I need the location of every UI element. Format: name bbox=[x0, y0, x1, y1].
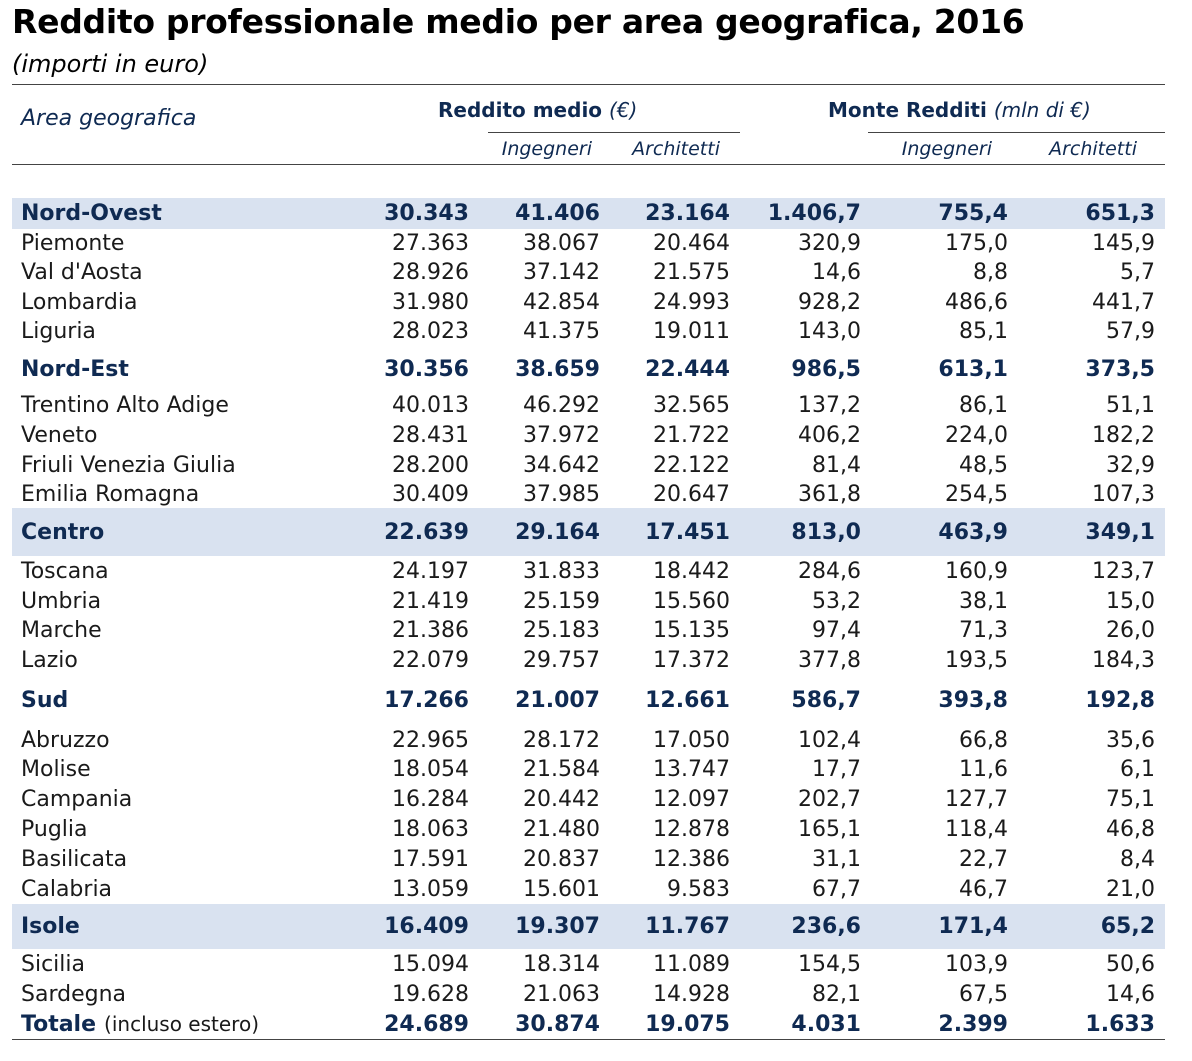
cell-totale: 24.197 bbox=[392, 558, 469, 584]
cell-ingegneri: 21.584 bbox=[523, 757, 600, 782]
cell-ingegneri: 19.307 bbox=[515, 914, 600, 939]
cell-totale: 16.409 bbox=[384, 914, 469, 939]
table-row bbox=[12, 586, 1165, 616]
row-area-name bbox=[21, 480, 199, 508]
table-row bbox=[12, 508, 1165, 556]
cell-architetti: 19.011 bbox=[653, 319, 730, 344]
row-area-name bbox=[21, 556, 109, 586]
table-row bbox=[12, 645, 1165, 675]
cell-architetti: 13.747 bbox=[653, 757, 730, 782]
row-area-name bbox=[21, 1009, 259, 1039]
cell-monte-architetti: 26,0 bbox=[1106, 617, 1155, 643]
row-area-label: Trentino Alto Adige bbox=[21, 393, 229, 418]
cell-monte-totale: 143,0 bbox=[798, 319, 861, 344]
table-row bbox=[12, 726, 1165, 754]
cell-monte-ingegneri: 254,5 bbox=[945, 481, 1008, 507]
cell-monte-totale: 97,4 bbox=[812, 617, 861, 643]
monte-redditi-rule bbox=[868, 132, 1165, 133]
cell-monte-architetti: 51,1 bbox=[1106, 393, 1155, 418]
cell-monte-architetti: 651,3 bbox=[1085, 201, 1155, 226]
cell-monte-ingegneri: 160,9 bbox=[945, 558, 1008, 584]
cell-monte-ingegneri: 46,7 bbox=[959, 876, 1008, 902]
reddito-medio-unit: (€) bbox=[609, 98, 638, 122]
row-area-name bbox=[21, 755, 91, 784]
table-row bbox=[12, 979, 1165, 1009]
cell-ingegneri: 34.642 bbox=[523, 452, 600, 478]
row-area-label: Centro bbox=[21, 519, 105, 545]
cell-architetti: 18.442 bbox=[653, 558, 730, 584]
header-bottom-rule bbox=[12, 164, 1165, 165]
cell-monte-architetti: 32,9 bbox=[1106, 452, 1155, 478]
cell-totale: 18.054 bbox=[392, 757, 469, 782]
cell-ingegneri: 30.874 bbox=[515, 1011, 600, 1037]
cell-ingegneri: 20.442 bbox=[523, 786, 600, 812]
cell-architetti: 14.928 bbox=[653, 981, 730, 1007]
row-area-label: Nord-Ovest bbox=[21, 201, 162, 226]
cell-totale: 28.023 bbox=[392, 319, 469, 344]
cell-monte-ingegneri: 2.399 bbox=[938, 1011, 1008, 1037]
row-area-name bbox=[21, 645, 78, 675]
cell-architetti: 21.575 bbox=[653, 260, 730, 285]
cell-monte-architetti: 65,2 bbox=[1100, 914, 1155, 939]
cell-architetti: 15.560 bbox=[653, 588, 730, 614]
row-area-label: Basilicata bbox=[21, 846, 128, 872]
row-area-name bbox=[21, 615, 102, 645]
cell-monte-totale: 165,1 bbox=[798, 816, 861, 842]
cell-monte-ingegneri: 393,8 bbox=[938, 688, 1008, 713]
top-rule bbox=[12, 84, 1165, 85]
cell-monte-totale: 284,6 bbox=[798, 558, 861, 584]
table-row bbox=[12, 198, 1165, 229]
cell-monte-totale: 406,2 bbox=[798, 423, 861, 448]
table-row bbox=[12, 1009, 1165, 1039]
row-area-label: Umbria bbox=[21, 588, 102, 614]
cell-architetti: 17.372 bbox=[653, 647, 730, 673]
cell-monte-totale: 236,6 bbox=[791, 914, 861, 939]
cell-monte-architetti: 50,6 bbox=[1106, 951, 1155, 977]
cell-architetti: 24.993 bbox=[653, 289, 730, 315]
cell-totale: 19.628 bbox=[392, 981, 469, 1007]
reddito-medio-rule bbox=[488, 132, 740, 133]
cell-monte-architetti: 192,8 bbox=[1085, 688, 1155, 713]
row-area-name bbox=[21, 198, 162, 229]
row-area-label: Veneto bbox=[21, 423, 98, 448]
cell-totale: 22.079 bbox=[392, 647, 469, 673]
row-area-name bbox=[21, 874, 112, 904]
cell-monte-architetti: 373,5 bbox=[1085, 356, 1155, 382]
cell-totale: 21.419 bbox=[392, 588, 469, 614]
cell-monte-ingegneri: 127,7 bbox=[945, 786, 1008, 812]
monte-redditi-header bbox=[828, 98, 1091, 122]
cell-totale: 28.431 bbox=[392, 423, 469, 448]
cell-ingegneri: 21.007 bbox=[515, 688, 600, 713]
cell-totale: 31.980 bbox=[392, 289, 469, 315]
row-area-name bbox=[21, 726, 110, 754]
table-row bbox=[12, 615, 1165, 645]
sub-header-ingegneri-1: Ingegneri bbox=[501, 138, 592, 160]
row-area-label: Friuli Venezia Giulia bbox=[21, 452, 236, 478]
cell-architetti: 11.089 bbox=[653, 951, 730, 977]
row-area-name bbox=[21, 784, 132, 814]
table-row bbox=[12, 874, 1165, 904]
cell-ingegneri: 38.067 bbox=[523, 231, 600, 256]
cell-architetti: 22.122 bbox=[653, 452, 730, 478]
table-row bbox=[12, 814, 1165, 844]
cell-totale: 24.689 bbox=[384, 1011, 469, 1037]
cell-totale: 28.926 bbox=[392, 260, 469, 285]
cell-monte-totale: 31,1 bbox=[812, 846, 861, 872]
cell-ingegneri: 37.985 bbox=[523, 481, 600, 507]
row-area-label: Lazio bbox=[21, 647, 78, 673]
cell-totale: 16.284 bbox=[392, 786, 469, 812]
row-area-label: Marche bbox=[21, 617, 102, 643]
cell-totale: 30.409 bbox=[392, 481, 469, 507]
reddito-medio-header bbox=[438, 98, 637, 122]
row-area-name bbox=[21, 450, 236, 480]
table-row bbox=[12, 229, 1165, 258]
row-area-label: Liguria bbox=[21, 319, 96, 344]
cell-monte-architetti: 145,9 bbox=[1092, 231, 1155, 256]
cell-architetti: 15.135 bbox=[653, 617, 730, 643]
monte-redditi-unit: (mln di €) bbox=[993, 98, 1091, 122]
table-row bbox=[12, 258, 1165, 287]
cell-totale: 22.639 bbox=[384, 519, 469, 545]
cell-monte-ingegneri: 67,5 bbox=[959, 981, 1008, 1007]
cell-monte-totale: 586,7 bbox=[791, 688, 861, 713]
cell-totale: 13.059 bbox=[392, 876, 469, 902]
cell-monte-totale: 320,9 bbox=[798, 231, 861, 256]
cell-ingegneri: 42.854 bbox=[523, 289, 600, 315]
cell-ingegneri: 41.406 bbox=[515, 201, 600, 226]
row-area-name bbox=[21, 508, 104, 556]
page-subtitle: (importi in euro) bbox=[12, 50, 209, 78]
cell-monte-architetti: 15,0 bbox=[1106, 588, 1155, 614]
table-row bbox=[12, 287, 1165, 317]
table-row bbox=[12, 784, 1165, 814]
cell-monte-architetti: 5,7 bbox=[1120, 260, 1155, 285]
cell-architetti: 20.464 bbox=[653, 231, 730, 256]
cell-monte-totale: 377,8 bbox=[798, 647, 861, 673]
row-area-label: Totale bbox=[21, 1011, 97, 1037]
row-area-name bbox=[21, 586, 101, 616]
monte-redditi-label: Monte Redditi bbox=[828, 98, 987, 122]
cell-monte-totale: 81,4 bbox=[812, 452, 861, 478]
cell-ingegneri: 15.601 bbox=[523, 876, 600, 902]
row-area-name bbox=[21, 287, 137, 317]
cell-monte-ingegneri: 613,1 bbox=[938, 356, 1008, 382]
cell-monte-architetti: 57,9 bbox=[1106, 319, 1155, 344]
cell-architetti: 20.647 bbox=[653, 481, 730, 507]
sub-header-architetti-1: Architetti bbox=[632, 138, 720, 160]
row-area-name bbox=[21, 421, 97, 450]
cell-monte-ingegneri: 755,4 bbox=[938, 201, 1008, 226]
cell-ingegneri: 28.172 bbox=[523, 727, 600, 753]
cell-monte-totale: 14,6 bbox=[812, 260, 861, 285]
table-row bbox=[12, 755, 1165, 784]
cell-monte-ingegneri: 224,0 bbox=[945, 423, 1008, 448]
table-row bbox=[12, 317, 1165, 346]
cell-monte-ingegneri: 175,0 bbox=[945, 231, 1008, 256]
cell-totale: 21.386 bbox=[392, 617, 469, 643]
cell-monte-architetti: 1.633 bbox=[1085, 1011, 1155, 1037]
cell-monte-ingegneri: 48,5 bbox=[959, 452, 1008, 478]
page-title: Reddito professionale medio per area geografica, 2016 bbox=[12, 2, 1025, 41]
cell-monte-totale: 202,7 bbox=[798, 786, 861, 812]
cell-monte-ingegneri: 71,3 bbox=[959, 617, 1008, 643]
cell-monte-ingegneri: 86,1 bbox=[959, 393, 1008, 418]
cell-monte-architetti: 349,1 bbox=[1085, 519, 1155, 545]
area-column-header: Area geografica bbox=[21, 106, 197, 131]
row-area-name bbox=[21, 844, 127, 874]
cell-monte-totale: 154,5 bbox=[798, 951, 861, 977]
cell-totale: 17.266 bbox=[384, 688, 469, 713]
table-row bbox=[12, 392, 1165, 419]
cell-monte-ingegneri: 8,8 bbox=[973, 260, 1008, 285]
cell-architetti: 22.444 bbox=[645, 356, 730, 382]
cell-architetti: 12.386 bbox=[653, 846, 730, 872]
row-area-label: Campania bbox=[21, 786, 133, 812]
cell-totale: 28.200 bbox=[392, 452, 469, 478]
cell-monte-totale: 17,7 bbox=[812, 757, 861, 782]
row-area-label: Piemonte bbox=[21, 231, 125, 256]
row-area-label: Puglia bbox=[21, 816, 88, 842]
cell-monte-ingegneri: 38,1 bbox=[959, 588, 1008, 614]
cell-monte-totale: 4.031 bbox=[791, 1011, 861, 1037]
cell-ingegneri: 18.314 bbox=[523, 951, 600, 977]
sub-header-architetti-2: Architetti bbox=[1049, 138, 1137, 160]
cell-monte-architetti: 6,1 bbox=[1120, 757, 1155, 782]
cell-monte-ingegneri: 103,9 bbox=[945, 951, 1008, 977]
table-row bbox=[12, 844, 1165, 874]
cell-monte-totale: 67,7 bbox=[812, 876, 861, 902]
row-area-label: Emilia Romagna bbox=[21, 481, 200, 507]
cell-ingegneri: 29.164 bbox=[515, 519, 600, 545]
cell-monte-architetti: 35,6 bbox=[1106, 727, 1155, 753]
row-area-name bbox=[21, 317, 96, 346]
cell-monte-architetti: 75,1 bbox=[1106, 786, 1155, 812]
cell-ingegneri: 46.292 bbox=[523, 393, 600, 418]
cell-monte-ingegneri: 85,1 bbox=[959, 319, 1008, 344]
cell-totale: 27.363 bbox=[392, 231, 469, 256]
cell-totale: 17.591 bbox=[392, 846, 469, 872]
row-area-note: (incluso estero) bbox=[104, 1012, 260, 1036]
cell-ingegneri: 41.375 bbox=[523, 319, 600, 344]
cell-monte-ingegneri: 11,6 bbox=[959, 757, 1008, 782]
cell-monte-totale: 1.406,7 bbox=[767, 201, 861, 226]
cell-monte-ingegneri: 22,7 bbox=[959, 846, 1008, 872]
cell-monte-ingegneri: 193,5 bbox=[945, 647, 1008, 673]
row-area-label: Molise bbox=[21, 757, 91, 782]
row-area-label: Sardegna bbox=[21, 981, 126, 1007]
cell-monte-architetti: 46,8 bbox=[1106, 816, 1155, 842]
cell-totale: 30.356 bbox=[384, 356, 469, 382]
cell-totale: 30.343 bbox=[384, 201, 469, 226]
cell-monte-totale: 82,1 bbox=[812, 981, 861, 1007]
cell-architetti: 21.722 bbox=[653, 423, 730, 448]
cell-monte-ingegneri: 171,4 bbox=[938, 914, 1008, 939]
table-row bbox=[12, 556, 1165, 586]
cell-monte-ingegneri: 66,8 bbox=[959, 727, 1008, 753]
cell-monte-ingegneri: 486,6 bbox=[945, 289, 1008, 315]
cell-ingegneri: 37.142 bbox=[523, 260, 600, 285]
row-area-name bbox=[21, 949, 85, 979]
cell-monte-totale: 137,2 bbox=[798, 393, 861, 418]
cell-ingegneri: 21.480 bbox=[523, 816, 600, 842]
cell-ingegneri: 25.159 bbox=[523, 588, 600, 614]
cell-ingegneri: 29.757 bbox=[523, 647, 600, 673]
table-bottom-rule bbox=[12, 1039, 1165, 1040]
row-area-name bbox=[21, 979, 126, 1009]
reddito-medio-label: Reddito medio bbox=[438, 98, 603, 122]
cell-monte-architetti: 441,7 bbox=[1092, 289, 1155, 315]
cell-totale: 40.013 bbox=[392, 393, 469, 418]
table-row bbox=[12, 480, 1165, 508]
cell-architetti: 9.583 bbox=[667, 876, 730, 902]
cell-monte-architetti: 182,2 bbox=[1092, 423, 1155, 448]
row-area-name bbox=[21, 346, 129, 392]
table-row bbox=[12, 421, 1165, 450]
cell-monte-totale: 813,0 bbox=[791, 519, 861, 545]
cell-monte-totale: 986,5 bbox=[791, 356, 861, 382]
cell-architetti: 11.767 bbox=[645, 914, 730, 939]
table-row bbox=[12, 346, 1165, 392]
table-row bbox=[12, 675, 1165, 726]
cell-ingegneri: 37.972 bbox=[523, 423, 600, 448]
row-area-label: Sud bbox=[21, 688, 69, 713]
cell-monte-architetti: 21,0 bbox=[1106, 876, 1155, 902]
row-area-label: Isole bbox=[21, 914, 80, 939]
row-area-name bbox=[21, 675, 68, 726]
cell-architetti: 23.164 bbox=[645, 201, 730, 226]
row-area-label: Abruzzo bbox=[21, 727, 110, 753]
row-area-label: Toscana bbox=[21, 558, 109, 584]
row-area-label: Lombardia bbox=[21, 289, 138, 315]
cell-architetti: 12.097 bbox=[653, 786, 730, 812]
cell-architetti: 17.050 bbox=[653, 727, 730, 753]
row-area-label: Val d'Aosta bbox=[21, 260, 143, 285]
cell-architetti: 19.075 bbox=[645, 1011, 730, 1037]
cell-monte-totale: 102,4 bbox=[798, 727, 861, 753]
row-area-label: Sicilia bbox=[21, 951, 85, 977]
cell-monte-architetti: 123,7 bbox=[1092, 558, 1155, 584]
cell-monte-totale: 361,8 bbox=[798, 481, 861, 507]
table-row bbox=[12, 949, 1165, 979]
sub-header-ingegneri-2: Ingegneri bbox=[901, 138, 992, 160]
row-area-name bbox=[21, 229, 124, 258]
cell-monte-totale: 928,2 bbox=[798, 289, 861, 315]
cell-ingegneri: 20.837 bbox=[523, 846, 600, 872]
cell-ingegneri: 21.063 bbox=[523, 981, 600, 1007]
cell-architetti: 17.451 bbox=[645, 519, 730, 545]
cell-monte-ingegneri: 118,4 bbox=[945, 816, 1008, 842]
cell-monte-totale: 53,2 bbox=[812, 588, 861, 614]
row-area-name bbox=[21, 904, 80, 949]
row-area-name bbox=[21, 814, 88, 844]
cell-monte-ingegneri: 463,9 bbox=[938, 519, 1008, 545]
cell-architetti: 12.661 bbox=[645, 688, 730, 713]
cell-monte-architetti: 184,3 bbox=[1092, 647, 1155, 673]
row-area-name bbox=[21, 392, 229, 419]
cell-totale: 15.094 bbox=[392, 951, 469, 977]
table-row bbox=[12, 904, 1165, 949]
cell-architetti: 12.878 bbox=[653, 816, 730, 842]
row-area-name bbox=[21, 258, 143, 287]
cell-totale: 18.063 bbox=[392, 816, 469, 842]
table-row bbox=[12, 450, 1165, 480]
cell-monte-architetti: 107,3 bbox=[1092, 481, 1155, 507]
cell-monte-architetti: 14,6 bbox=[1106, 981, 1155, 1007]
cell-monte-architetti: 8,4 bbox=[1120, 846, 1155, 872]
cell-ingegneri: 25.183 bbox=[523, 617, 600, 643]
cell-ingegneri: 38.659 bbox=[515, 356, 600, 382]
row-area-label: Nord-Est bbox=[21, 356, 129, 382]
cell-totale: 22.965 bbox=[392, 727, 469, 753]
cell-architetti: 32.565 bbox=[653, 393, 730, 418]
cell-ingegneri: 31.833 bbox=[523, 558, 600, 584]
row-area-label: Calabria bbox=[21, 876, 113, 902]
